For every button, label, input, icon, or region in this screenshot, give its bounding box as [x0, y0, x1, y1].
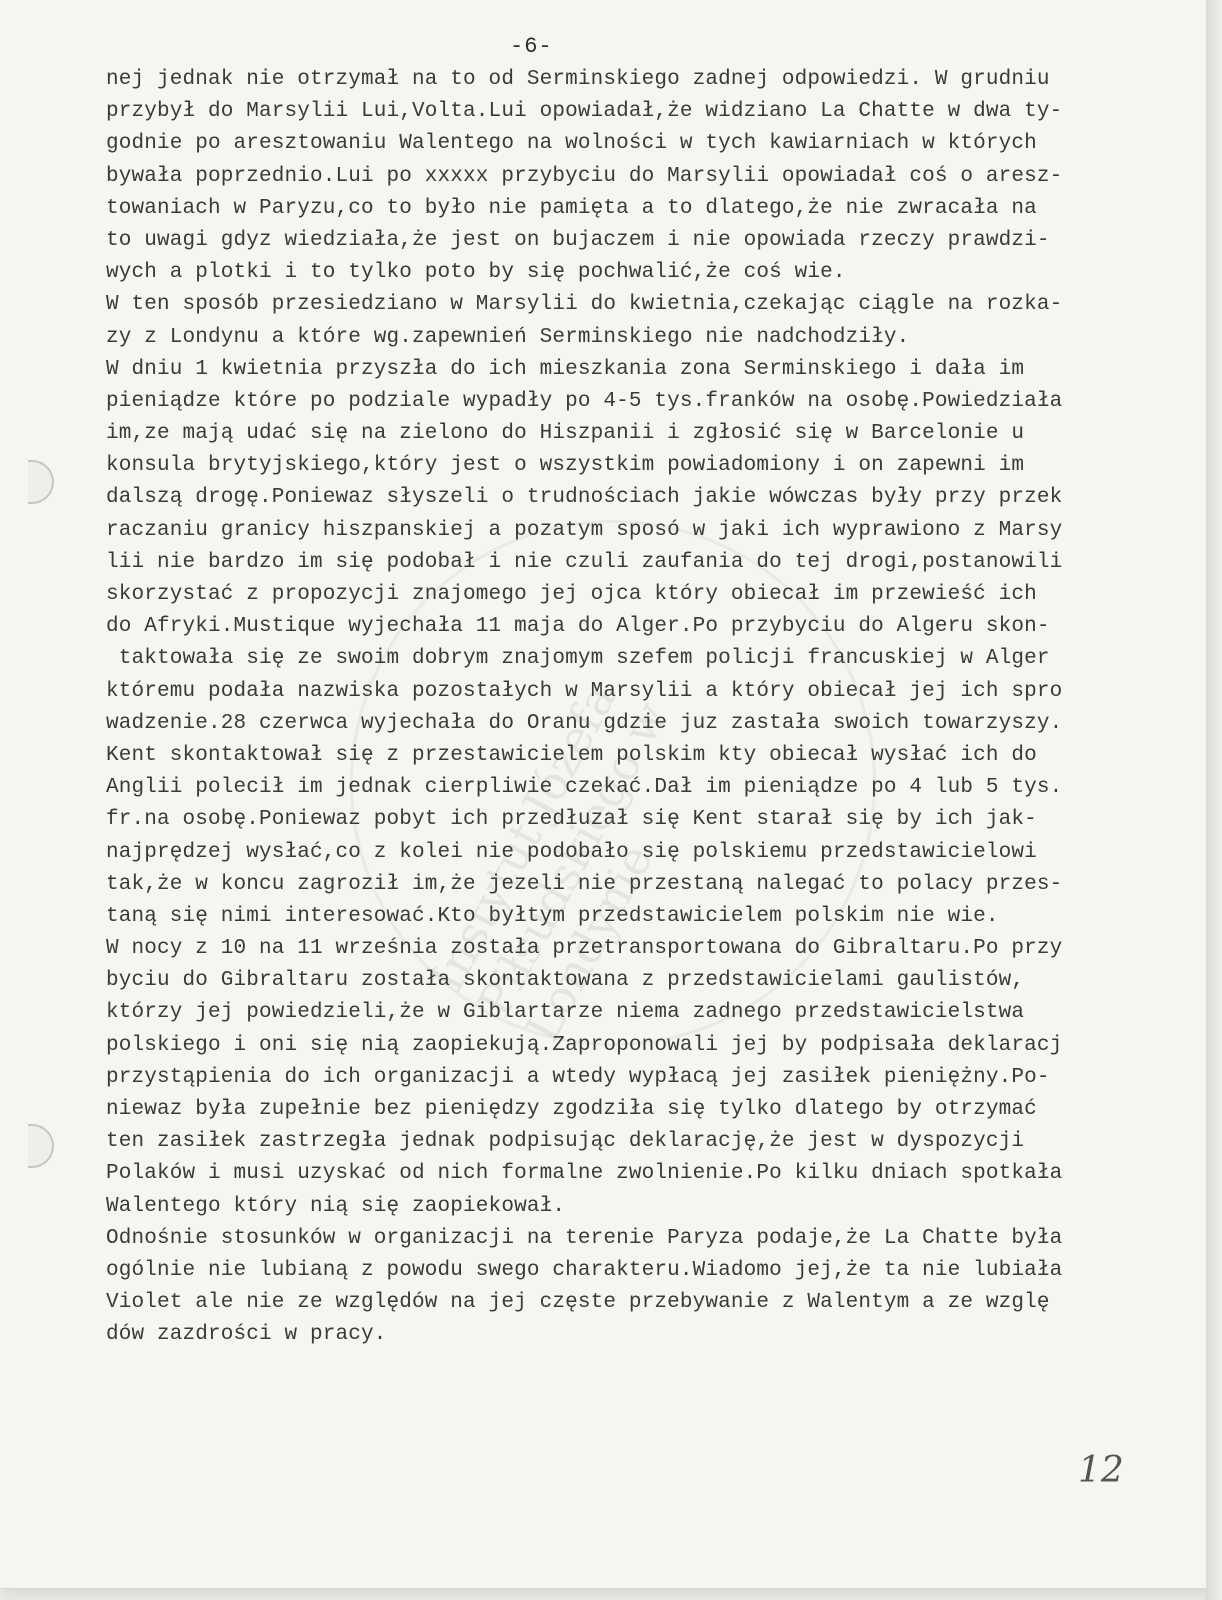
text-line: którzy jej powiedzieli,że w Giblartarze niema zadnego przedstawicielstwa — [106, 1001, 1025, 1025]
text-line: pieniądze które po podziale wypadły po 4-5 tys.franków na osobę.Powiedziała — [106, 389, 1063, 413]
text-line: Anglii polecił im jednak cierpliwie czekać.Dał im pieniądze po 4 lub 5 tys. — [106, 776, 1063, 800]
page-number: -6- — [510, 34, 553, 59]
text-line: lii nie bardzo im się podobał i nie czuli zaufania do tej drogi,postanowili — [106, 550, 1063, 574]
text-line: ten zasiłek zastrzegła jednak podpisując deklarację,że jest w dyspozycji — [106, 1130, 1025, 1154]
text-line: Polaków i musi uzyskać od nich formalne zwolnienie.Po kilku dniach spotkała — [106, 1162, 1063, 1186]
text-line: taktowała się ze swoim dobrym znajomym szefem policji francuskiej w Alger — [106, 647, 1050, 671]
text-line: wych a plotki i to tylko poto by się pochwalić,że coś wie. — [106, 261, 846, 285]
text-line: konsula brytyjskiego,który jest o wszystkim powiadomiony i on zapewni im — [106, 454, 1025, 478]
text-line: dalszą drogę.Poniewaz słyszeli o trudnościach jakie wówczas były przy przek — [106, 486, 1063, 510]
text-line: skorzystać z propozycji znajomego jej ojca który obiecał im przewieść ich — [106, 583, 1037, 606]
text-line: bywała poprzednio.Lui po xxxxx przybyciu do Marsylii opowiadał coś o aresz- — [106, 164, 1063, 188]
text-line: W nocy z 10 na 11 września została przetransportowana do Gibraltaru.Po przy — [106, 937, 1063, 961]
text-line: któremu podała nazwiska pozostałych w Marsylii a który obiecał jej ich spro — [106, 679, 1063, 703]
text-line: wadzenie.28 czerwca wyjechała do Oranu gdzie juz zastała swoich towarzyszy. — [106, 711, 1063, 735]
watermark-text: Instytut Józefa Piłsudskiego w Londynie — [419, 675, 679, 1051]
text-line: W dniu 1 kwietnia przyszła do ich mieszkania zona Serminskiego i dała im — [106, 357, 1025, 381]
text-line: tak,że w koncu zagroził im,że jezeli nie przestaną nalegać to polacy przes- — [106, 872, 1063, 896]
text-line: Odnośnie stosunków w organizacji na terenie Paryza podaje,że La Chatte była — [106, 1226, 1063, 1250]
handwritten-page-marker: 12 — [1078, 1450, 1124, 1491]
text-line: Walentego który nią się zaopiekował. — [106, 1194, 566, 1218]
page-edge — [1206, 0, 1222, 1600]
text-line: towaniach w Paryzu,co to było nie pamięta a to dlatego,że nie zwracała na — [106, 196, 1037, 220]
text-line: to uwagi gdyz wiedziała,że jest on bujaczem i nie opowiada rzeczy prawdzi- — [106, 228, 1050, 252]
text-line: im,ze mają udać się na zielono do Hiszpanii i zgłosić się w Barcelonie u — [106, 422, 1025, 446]
text-line: byciu do Gibraltaru została skontaktowana z przedstawicielami gaulistów, — [106, 969, 1025, 993]
text-line: nej jednak nie otrzymał na to od Serminskiego zadnej odpowiedzi. W grudniu — [106, 68, 1050, 91]
text-line: zy z Londynu a które wg.zapewnień Serminskiego nie nadchodziły. — [106, 325, 910, 349]
text-line: W ten sposób przesiedziano w Marsylii do kwietnia,czekając ciągle na rozka- — [106, 293, 1063, 317]
text-line: do Afryki.Mustique wyjechała 11 maja do Alger.Po przybyciu do Algeru skon- — [106, 615, 1050, 639]
text-line: polskiego i oni się nią zaopiekują.Zaproponowali jej by podpisała deklaracj — [106, 1033, 1063, 1057]
text-line: najprędzej wysłać,co z kolei nie podobało się polskiemu przedstawicielowi — [106, 840, 1037, 864]
text-line: ogólnie nie lubianą z powodu swego charakteru.Wiadomo jej,że ta nie lubiała — [106, 1258, 1063, 1282]
text-line: taną się nimi interesować.Kto byłtym przedstawicielem polskim nie wie. — [106, 904, 999, 928]
typed-text-body — [106, 64, 1198, 1352]
text-line: niewaz była zupełnie bez pieniędzy zgodziła się tylko dlatego by otrzymać — [106, 1098, 1037, 1121]
text-line: przystąpienia do ich organizacji a wtedy wypłacą jej zasiłek pieniężny.Po- — [106, 1065, 1050, 1089]
text-line: godnie po aresztowaniu Walentego na wolności w tych kawiarniach w których — [106, 132, 1037, 156]
text-line: Violet ale nie ze względów na jej częste przebywanie z Walentym a ze wzglę — [106, 1291, 1050, 1315]
punch-hole-top — [28, 460, 54, 504]
text-line: Kent skontaktował się z przestawicielem polskim kty obiecał wysłać ich do — [106, 743, 1037, 767]
text-line: dów zazdrości w pracy. — [106, 1323, 387, 1347]
text-line: raczaniu granicy hiszpanskiej a pozatym sposó w jaki ich wyprawiono z Marsy — [106, 518, 1063, 542]
text-line: przybył do Marsylii Lui,Volta.Lui opowiadał,że widziano La Chatte w dwa ty- — [106, 100, 1063, 124]
text-line: fr.na osobę.Poniewaz pobyt ich przedłuzał się Kent starał się by ich jak- — [106, 808, 1037, 832]
punch-hole-bottom — [28, 1124, 54, 1168]
